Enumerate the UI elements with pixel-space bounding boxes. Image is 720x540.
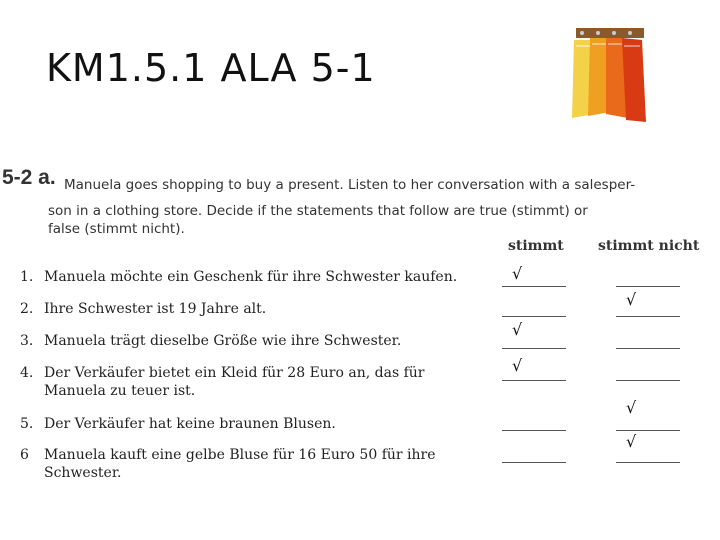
statement-4 [20,364,490,404]
answer-blank-stimmt[interactable] [502,380,566,381]
statement-text: Manuela kauft eine gelbe Bluse für 16 Euro 50 für ihre Schwester. [44,447,436,481]
statement-text: Der Verkäufer bietet ein Kleid für 28 Euro an, das für Manuela zu teuer ist. [44,365,425,399]
check-mark: √ [512,320,523,339]
statement-text: Manuela möchte ein Geschenk für ihre Schwester kaufen. [44,269,458,285]
statement-number: 1. [20,269,34,285]
answer-blank-stimmt[interactable] [502,348,566,349]
answer-blank-stimmt-nicht[interactable] [616,380,680,381]
instructions-line-1: Manuela goes shopping to buy a present. Listen to her conversation with a salesper- [64,177,636,193]
statement-text: Der Verkäufer hat keine braunen Blusen. [44,416,336,432]
column-header-stimmt-nicht: stimmt nicht [598,238,700,254]
exercise-instructions [48,172,684,242]
check-mark: √ [626,290,637,309]
statement-number: 2. [20,301,34,317]
answer-blank-stimmt-nicht[interactable] [616,462,680,463]
slide-title: KM1.5.1 ALA 5-1 [46,46,376,90]
answer-blank-stimmt-nicht[interactable] [616,286,680,287]
exercise-number: 5-2 a. [2,166,56,189]
answer-blank-stimmt-nicht[interactable] [616,316,680,317]
check-mark: √ [512,264,523,283]
clothes-rack-photo [566,22,650,124]
answer-blank-stimmt-nicht[interactable] [616,430,680,431]
statement-number: 6 [20,447,29,463]
column-header-stimmt: stimmt [508,238,564,254]
statement-6 [20,446,490,486]
statement-number: 4. [20,365,34,381]
check-mark: √ [626,398,637,417]
exercise-5-2a [0,162,720,502]
answer-blank-stimmt[interactable] [502,316,566,317]
statement-text: Manuela trägt dieselbe Größe wie ihre Schwester. [44,333,402,349]
answer-blank-stimmt[interactable] [502,462,566,463]
check-mark: √ [512,356,523,375]
statement-text: Ihre Schwester ist 19 Jahre alt. [44,301,267,317]
answer-blank-stimmt[interactable] [502,286,566,287]
check-mark: √ [626,432,637,451]
statement-number: 3. [20,333,34,349]
statement-number: 5. [20,416,34,432]
instructions-line-2: son in a clothing store. Decide if the statements that follow are true (stimmt) or [48,203,588,219]
instructions-line-3: false (stimmt nicht). [48,221,185,237]
answer-blank-stimmt-nicht[interactable] [616,348,680,349]
answer-blank-stimmt[interactable] [502,430,566,431]
